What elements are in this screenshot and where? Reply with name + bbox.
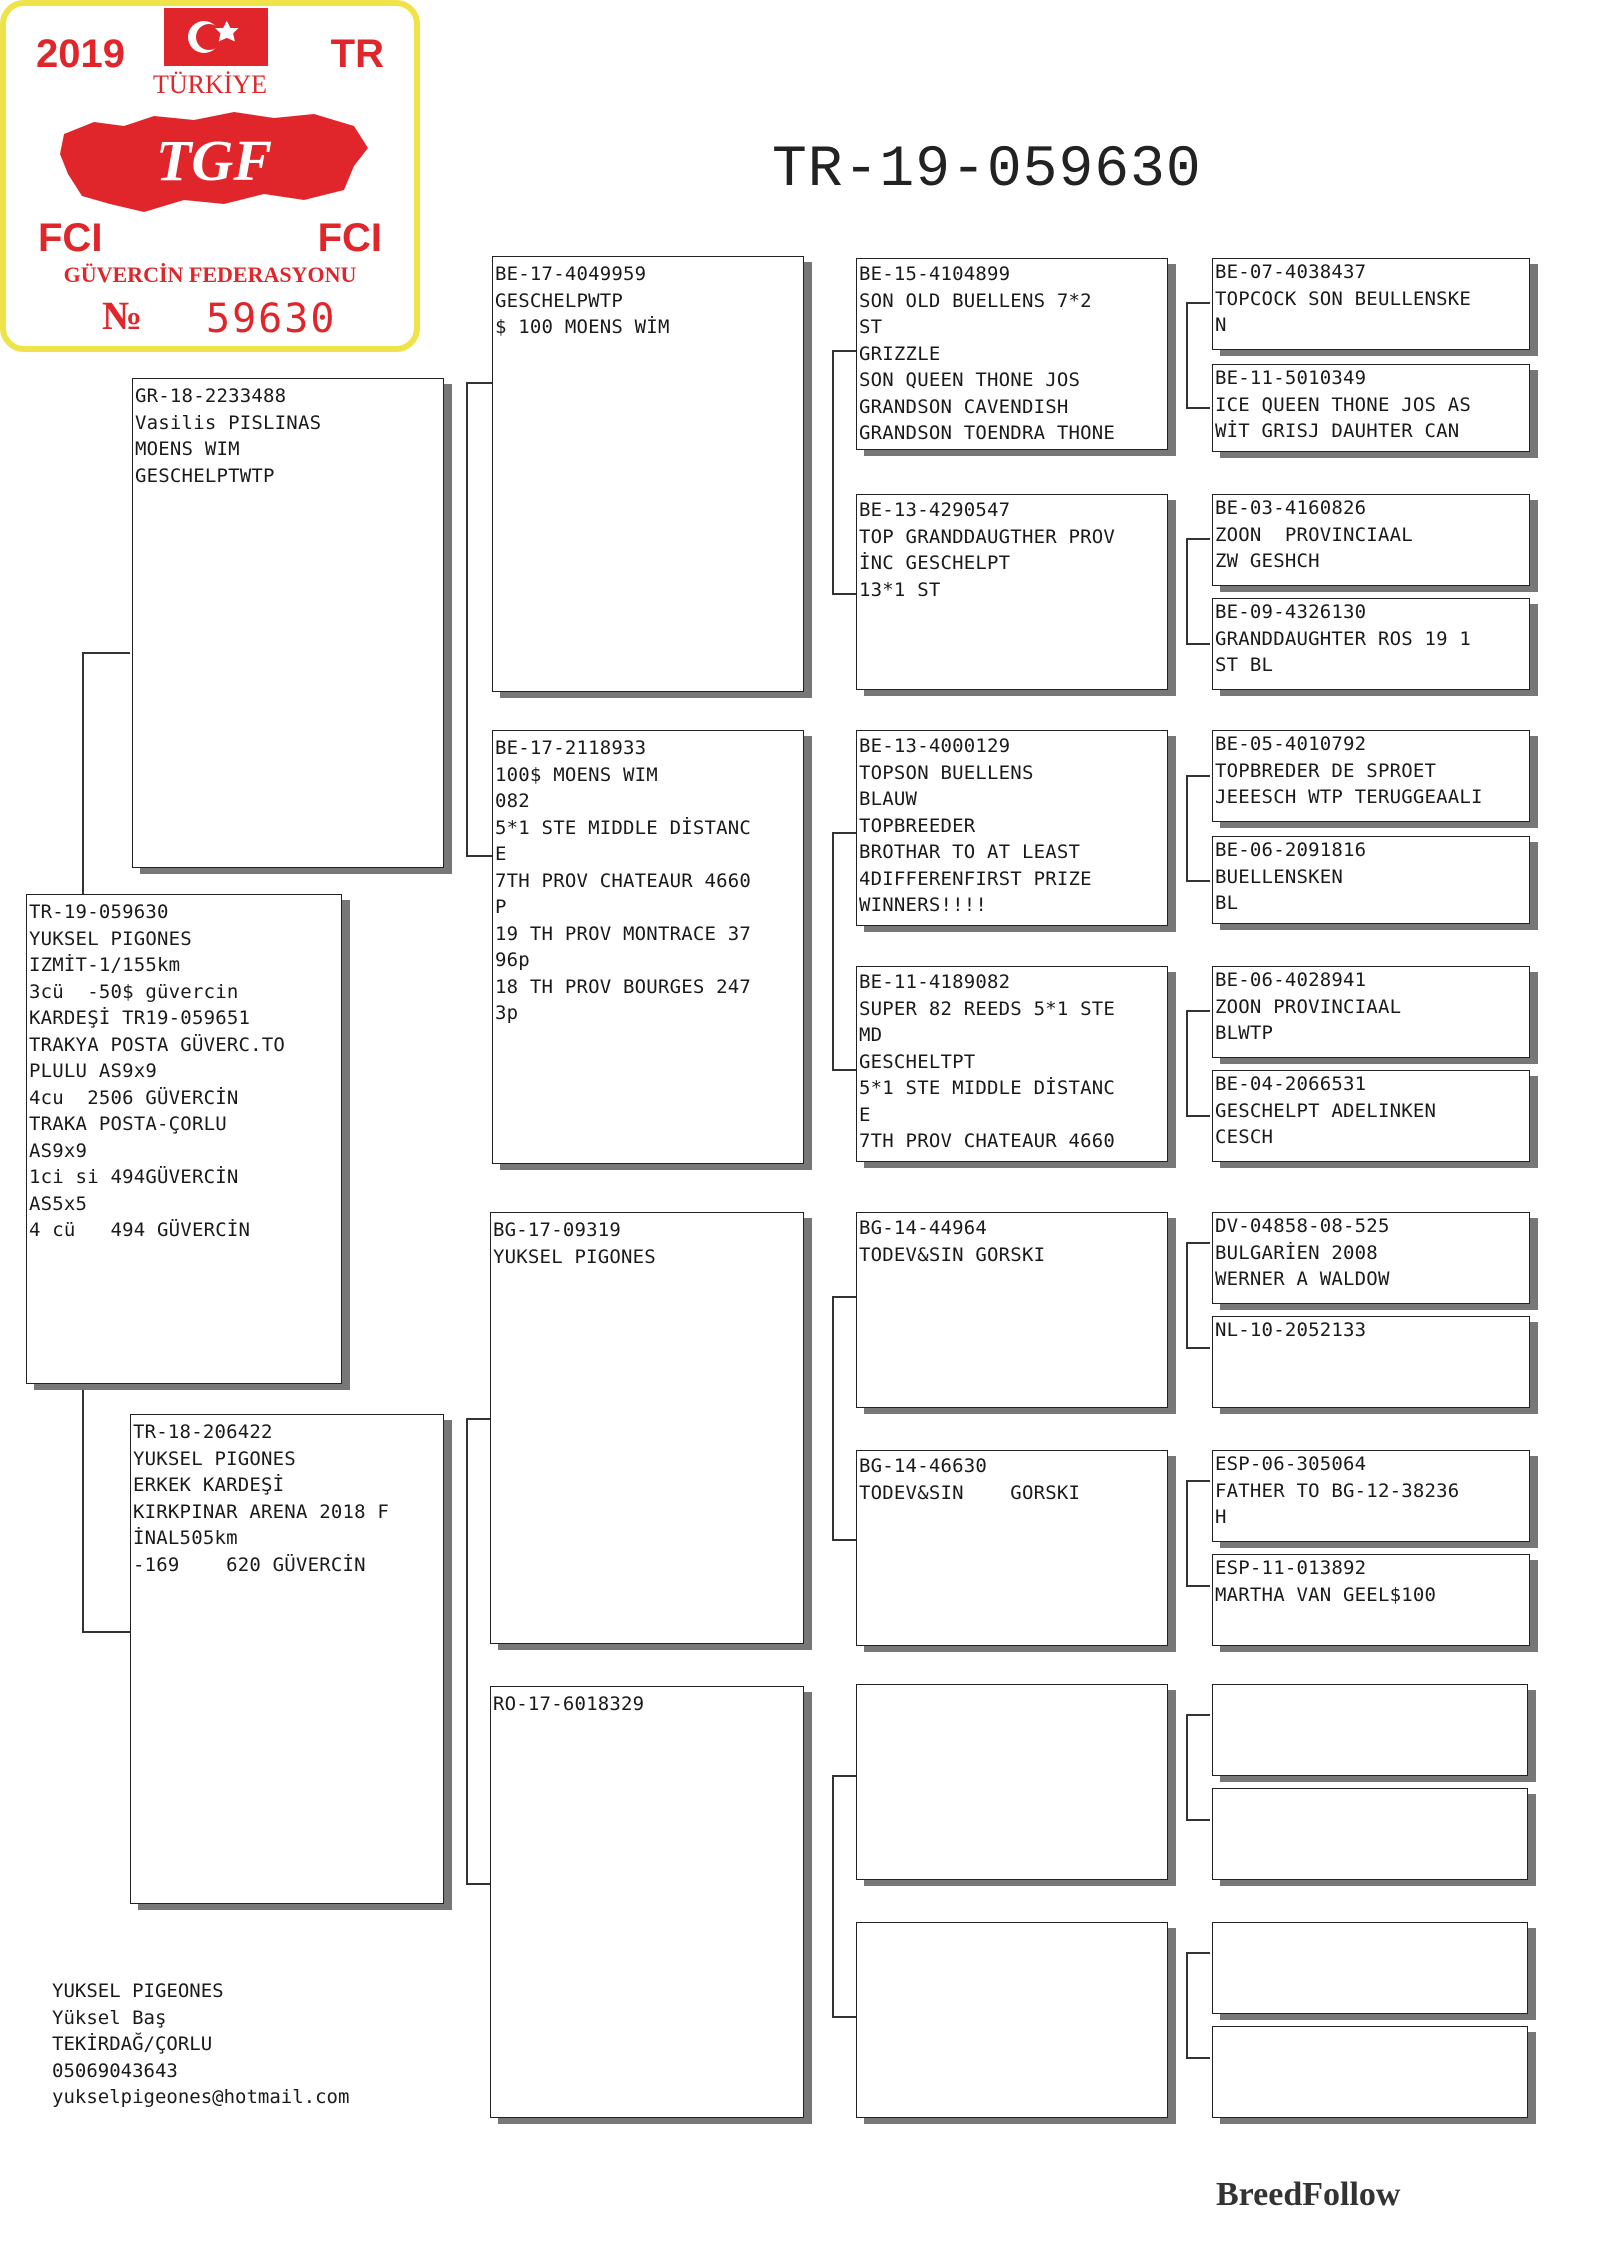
card-line: 3p	[495, 1002, 519, 1024]
great-grandparent-card[interactable]	[856, 730, 1168, 926]
connector	[82, 652, 130, 654]
grandparent-card[interactable]	[490, 1212, 804, 1644]
grandparent-card[interactable]	[492, 256, 804, 692]
great-grandparent-card[interactable]	[856, 1450, 1168, 1646]
connector	[1186, 1010, 1210, 1012]
card-line: 1ci si 494GÜVERCİN	[29, 1166, 239, 1188]
gg-grandparent-card[interactable]	[1212, 1788, 1528, 1880]
card-line: GRANDSON CAVENDISH	[859, 395, 1069, 418]
connector	[1186, 1952, 1188, 2058]
gg-grandparent-card[interactable]	[1212, 836, 1530, 924]
gg-grandparent-card[interactable]	[1212, 966, 1530, 1058]
card-line: BE-13-4290547	[859, 499, 1011, 521]
connector	[1186, 1115, 1210, 1117]
connector	[1186, 1480, 1210, 1482]
gg-grandparent-card[interactable]	[1212, 598, 1530, 690]
gg-grandparent-card[interactable]	[1212, 1450, 1530, 1542]
card-line: YUKSEL PIGONES	[493, 1245, 656, 1268]
connector	[466, 855, 492, 857]
stamp-fci-right: FCI	[317, 216, 382, 260]
card-line: TODEV&SIN GORSKI	[859, 1243, 1046, 1266]
connector	[466, 1883, 492, 1885]
card-line: TOPCOCK SON BEULLENSKE	[1215, 287, 1472, 310]
card-line: P	[495, 896, 507, 918]
card-line: ZW GESHCH	[1215, 550, 1320, 572]
card-line: 7TH PROV CHATEAUR 4660	[859, 1130, 1116, 1152]
connector	[1186, 1714, 1210, 1716]
connector	[1186, 1819, 1210, 1821]
card-line: BE-15-4104899	[859, 263, 1011, 285]
card-line: SON OLD BUELLENS 7*2	[859, 289, 1092, 312]
card-line: 082	[495, 790, 530, 812]
card-line: İNAL505km	[133, 1527, 238, 1549]
card-line: CESCH	[1215, 1126, 1274, 1148]
connector	[832, 593, 856, 595]
great-grandparent-card[interactable]	[856, 494, 1168, 690]
card-line: TOPSON BUELLENS	[859, 761, 1034, 784]
great-grandparent-card[interactable]	[856, 1684, 1168, 1880]
connector	[832, 832, 834, 1070]
connector	[466, 1418, 492, 1420]
stamp-number-sign: №	[102, 293, 143, 338]
card-line: İNC GESCHELPT	[859, 552, 1011, 574]
card-line: TODEV&SIN GORSKI	[859, 1481, 1081, 1504]
card-line: BE-09-4326130	[1215, 601, 1367, 623]
card-line: IZMİT-1/155km	[29, 954, 181, 976]
card-line: ESP-06-305064	[1215, 1453, 1367, 1475]
card-line: TOP GRANDDAUGTHER PROV	[859, 525, 1116, 548]
dam-card[interactable]	[130, 1414, 444, 1904]
card-line: 19 TH PROV MONTRACE 37	[495, 922, 752, 945]
card-line: TRAKA POSTA-ÇORLU	[29, 1113, 227, 1135]
connector	[1186, 643, 1210, 645]
card-line: 13*1 ST	[859, 578, 941, 601]
great-grandparent-card[interactable]	[856, 1922, 1168, 2118]
gg-grandparent-card[interactable]	[1212, 1922, 1528, 2014]
connector	[832, 1296, 856, 1298]
card-line: MD	[859, 1024, 883, 1046]
card-line: TRAKYA POSTA GÜVERC.TO	[29, 1033, 286, 1056]
card-line: TEKİRDAĞ/ÇORLU	[52, 2033, 213, 2055]
great-grandparent-card[interactable]	[856, 258, 1168, 450]
connector	[1186, 1347, 1210, 1349]
card-line: AS5x5	[29, 1192, 88, 1215]
card-line: KARDEŞİ TR19-059651	[29, 1007, 251, 1029]
card-line: 5*1 STE MIDDLE DİSTANC	[495, 816, 752, 839]
card-line: BLWTP	[1215, 1022, 1274, 1044]
card-line: FATHER TO BG-12-38236	[1215, 1479, 1460, 1502]
card-line: BG-17-09319	[493, 1219, 622, 1241]
card-line: AS9x9	[29, 1139, 88, 1162]
connector	[82, 1631, 130, 1633]
card-line: E	[495, 843, 507, 865]
connector	[1186, 2057, 1210, 2059]
pedigree-title: TR-19-059630	[772, 138, 1202, 203]
card-line: BE-17-4049959	[495, 263, 647, 285]
gg-grandparent-card[interactable]	[1212, 364, 1530, 452]
connector	[1186, 880, 1210, 882]
card-line: NL-10-2052133	[1215, 1319, 1367, 1341]
card-line: 5*1 STE MIDDLE DİSTANC	[859, 1077, 1116, 1099]
connector	[1186, 538, 1210, 540]
card-line: BE-03-4160826	[1215, 497, 1367, 519]
card-line: BE-04-2066531	[1215, 1073, 1367, 1095]
card-line: ICE QUEEN THONE JOS AS	[1215, 393, 1472, 416]
card-line: GR-18-2233488	[135, 385, 287, 407]
card-line: 96p	[495, 949, 530, 971]
grandparent-card[interactable]	[492, 730, 804, 1164]
card-line: BE-05-4010792	[1215, 733, 1367, 755]
card-line: JEEESCH WTP TERUGGEAALI	[1215, 786, 1483, 808]
breeder-info	[52, 1978, 349, 2111]
card-line: TR-19-059630	[29, 901, 169, 923]
card-line: BE-11-5010349	[1215, 367, 1367, 389]
gg-grandparent-card[interactable]	[1212, 494, 1530, 586]
gg-grandparent-card[interactable]	[1212, 1684, 1528, 1776]
connector	[832, 1069, 856, 1071]
connector	[832, 350, 834, 594]
connector	[832, 2016, 856, 2018]
card-line: Vasilis PISLINAS	[135, 411, 322, 434]
connector	[832, 1296, 834, 1540]
subject-pigeon-card[interactable]	[26, 894, 342, 1384]
gg-grandparent-card[interactable]	[1212, 258, 1530, 350]
card-line: WERNER A WALDOW	[1215, 1268, 1390, 1290]
card-line: TOPBREDER DE SPROET	[1215, 759, 1437, 782]
card-line: ERKEK KARDEŞİ	[133, 1474, 285, 1496]
card-line: Yüksel Baş	[52, 2006, 167, 2029]
card-line: MARTHA VAN GEEL$100	[1215, 1583, 1437, 1606]
sire-card[interactable]	[132, 378, 444, 868]
card-line: GRANDDAUGHTER ROS 19 1	[1215, 627, 1472, 650]
connector	[466, 382, 468, 856]
card-line: N	[1215, 314, 1227, 336]
card-line: E	[859, 1103, 871, 1126]
connector	[1186, 1242, 1210, 1244]
card-line: yukselpigeones@hotmail.com	[52, 2086, 350, 2108]
card-line: ESP-11-013892	[1215, 1557, 1367, 1579]
connector	[1186, 302, 1188, 408]
stamp-country: TÜRKİYE	[152, 70, 268, 99]
card-line: BROTHAR TO AT LEAST	[859, 841, 1081, 863]
card-line: BE-11-4189082	[859, 971, 1011, 993]
card-line: 4DIFFERENFIRST PRIZE	[859, 867, 1092, 890]
connector	[466, 382, 492, 384]
connector	[466, 1418, 468, 1884]
card-line: H	[1215, 1506, 1227, 1528]
connector	[1186, 775, 1210, 777]
card-line: RO-17-6018329	[493, 1693, 645, 1715]
card-line: 3cü -50$ güvercin	[29, 980, 239, 1003]
card-line: YUKSEL PIGONES	[29, 927, 192, 950]
connector	[1186, 538, 1188, 644]
connector	[1186, 1952, 1210, 1954]
stamp-number: 59630	[206, 296, 337, 342]
connector	[1186, 1585, 1210, 1587]
card-line: YUKSEL PIGONES	[133, 1447, 296, 1470]
great-grandparent-card[interactable]	[856, 1212, 1168, 1408]
federation-stamp	[0, 0, 420, 352]
connector	[832, 832, 856, 834]
card-line: GESCHELPWTP	[495, 289, 624, 312]
card-line: WINNERS!!!!	[859, 894, 988, 916]
gg-grandparent-card[interactable]	[1212, 1554, 1530, 1646]
grandparent-card[interactable]	[490, 1686, 804, 2118]
card-line: ZOON PROVINCIAAL	[1215, 523, 1413, 546]
connector	[1186, 775, 1188, 881]
stamp-country-code: TR	[330, 32, 384, 76]
card-line: 05069043643	[52, 2059, 178, 2082]
card-line: BG-14-46630	[859, 1455, 988, 1477]
card-line: TOPBREEDER	[859, 814, 976, 837]
card-line: -169 620 GÜVERCİN	[133, 1553, 366, 1576]
stamp-federation: GÜVERCİN FEDERASYONU	[63, 262, 357, 287]
gg-grandparent-card[interactable]	[1212, 1316, 1530, 1408]
stamp-logo: TGF	[156, 128, 272, 193]
card-line: MOENS WIM	[135, 438, 240, 460]
card-line: DV-04858-08-525	[1215, 1215, 1390, 1237]
card-line: BL	[1215, 892, 1239, 914]
card-line: BE-06-4028941	[1215, 969, 1367, 991]
gg-grandparent-card[interactable]	[1212, 2026, 1528, 2118]
card-line: BG-14-44964	[859, 1217, 988, 1239]
card-line: ST	[859, 316, 883, 338]
card-line: YUKSEL PIGEONES	[52, 1980, 224, 2002]
stamp-fci-left: FCI	[38, 216, 103, 260]
gg-grandparent-card[interactable]	[1212, 730, 1530, 822]
card-line: GESCHELPTWTP	[135, 464, 275, 487]
connector	[1186, 407, 1210, 409]
connector	[832, 1539, 856, 1541]
stamp-year: 2019	[36, 32, 125, 76]
card-line: 4cu 2506 GÜVERCİN	[29, 1086, 239, 1109]
card-line: BE-07-4038437	[1215, 261, 1367, 283]
card-line: GESCHELTPT	[859, 1050, 976, 1073]
card-line: $ 100 MOENS WİM	[495, 316, 670, 338]
gg-grandparent-card[interactable]	[1212, 1212, 1530, 1304]
card-line: ST BL	[1215, 654, 1274, 676]
card-line: BE-13-4000129	[859, 735, 1011, 757]
card-line: BLAUW	[859, 788, 918, 810]
turkey-map-icon	[54, 104, 374, 222]
great-grandparent-card[interactable]	[856, 966, 1168, 1162]
connector	[1186, 302, 1210, 304]
connector	[1186, 1010, 1188, 1116]
card-line: 7TH PROV CHATEAUR 4660	[495, 869, 752, 892]
card-line: 18 TH PROV BOURGES 247	[495, 975, 752, 998]
connector	[832, 1775, 856, 1777]
card-line: BUELLENSKEN	[1215, 865, 1344, 888]
card-line: BE-17-2118933	[495, 737, 647, 759]
card-line: PLULU AS9x9	[29, 1060, 158, 1082]
card-line: KIRKPINAR ARENA 2018 F	[133, 1500, 390, 1523]
connector	[1186, 1714, 1188, 1820]
card-line: GRANDSON TOENDRA THONE	[859, 422, 1116, 444]
card-line: 100$ MOENS WIM	[495, 763, 658, 786]
card-line: BULGARİEN 2008	[1215, 1241, 1378, 1264]
card-line: TR-18-206422	[133, 1421, 273, 1443]
connector	[832, 350, 856, 352]
card-line: GESCHELPT ADELINKEN	[1215, 1099, 1437, 1122]
connector	[1186, 1480, 1188, 1586]
card-line: WİT GRISJ DAUHTER CAN	[1215, 420, 1460, 442]
turkish-flag-icon	[164, 8, 268, 66]
brand-logo: BreedFollow	[1216, 2176, 1401, 2213]
connector	[1186, 1242, 1188, 1348]
connector	[832, 1775, 834, 2017]
card-line: GRIZZLE	[859, 342, 941, 365]
card-line: BE-06-2091816	[1215, 839, 1367, 861]
card-line: SUPER 82 REEDS 5*1 STE	[859, 997, 1116, 1020]
gg-grandparent-card[interactable]	[1212, 1070, 1530, 1162]
card-line: SON QUEEN THONE JOS	[859, 369, 1081, 391]
card-line: ZOON PROVINCIAAL	[1215, 995, 1402, 1018]
card-line: 4 cü 494 GÜVERCİN	[29, 1219, 251, 1241]
